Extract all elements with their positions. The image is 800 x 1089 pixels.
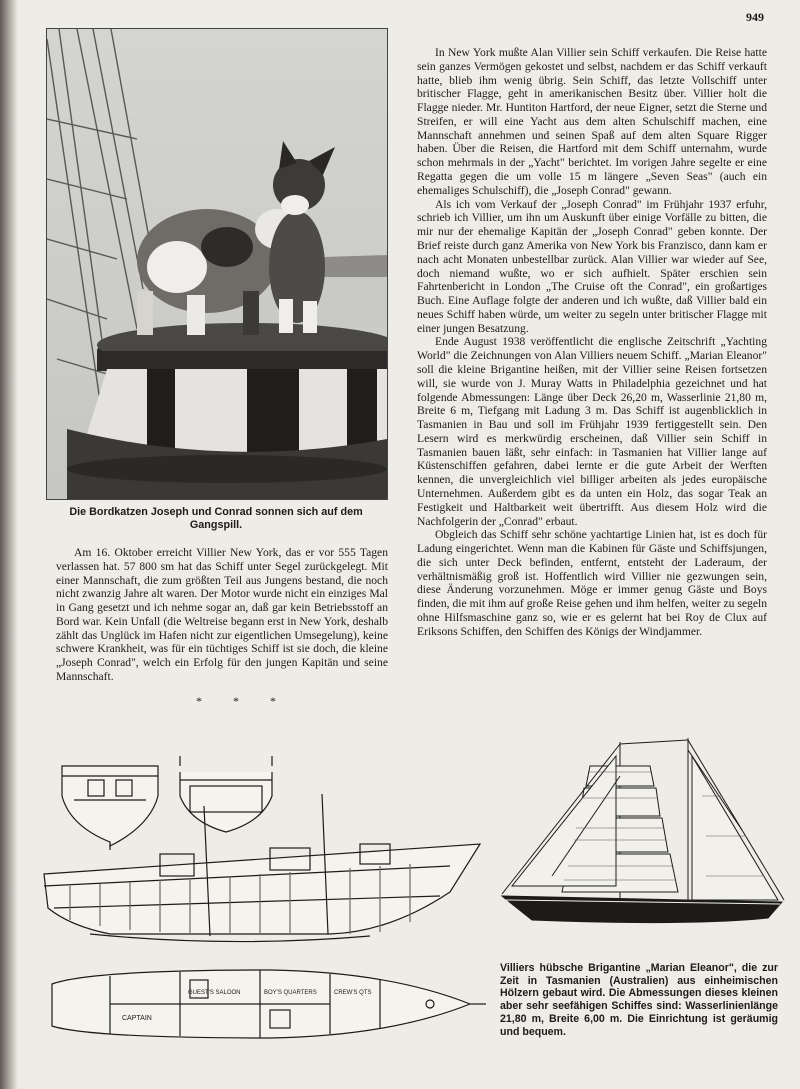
photo-caption: Die Bordkatzen Joseph und Conrad sonnen sich auf dem Gangspill. [69,506,363,531]
left-paragraph: Am 16. Oktober erreicht Villier New York, das er vor 555 Tagen verlassen hat. 57 800 sm hat das Schiff unter Segel zurückgelegt. Mit einer Mannschaft, die zum größten Teil aus Jungens bestand, die noch nicht zwanzig Jahre alt waren. Der Motor wurde nicht ein einziges Mal in Gang gesetzt und ich nehme sogar an, daß gar kein Betriebsstoff an Bord war. Kein Unfall (die Weltreise begann erst in New York, deshalb zählt das Unglück im Hafen nicht zur eigentlichen Umsegelung), keine schwere Krankheit, was für ein tüchtiges Schiff ist sie doch, die kleine „Joseph Conrad", welch ein Erfolg für den jungen Kapitän und seine Mannschaft. [56,546,388,684]
plan-label-crew: CREW'S QTS [334,990,372,996]
plan-label-captain: CAPTAIN [122,1015,152,1022]
brigantine-caption: Villiers hübsche Brigantine „Marian Eleanor", die zur Zeit in Tasmanien (Australien) aus einheimischen Hölzern gebaut wird. Die Abmessungen dieses kleinen aber sehr seefähigen Schiffes sind: Wasserlinienlänge 21,80 m, Breite 6,00 m. Die Einrichtung ist geräumig und bequem. [500,962,778,1038]
section-end-mark: * * * [196,694,290,708]
plan-label-boys: BOY'S QUARTERS [264,990,317,996]
page-number: 949 [746,10,764,24]
cats-photo-illustration [47,29,387,499]
brigantine-drawing [492,736,792,950]
right-paragraph: Ende August 1938 veröffentlicht die englische Zeitschrift „Yachting World" die Zeichnungen von Alan Villiers neuem Schiff. „Marian Eleanor" soll die kleine Brigantine heißen, mit der Villier seine Reisen fortsetzen will, sie wurde von J. Muray Watts in Philadelphia gezeichnet und hat folgende Abmessungen: Länge über Deck 26,20 m, Wasserlinie 21,80 m, Breite 6 m, Tiefgang mit Ladung 3 m. Das Schiff ist augenblicklich in Tasmanien in Bau und soll im Frühjahr 1939 fertiggestellt sein. Den Lesern wird es merkwürdig erscheinen, daß Villier sein Schiff in Tasmanien bauen läßt, sehr einfach: in Tasmanien hat Villier lange auf Küstenschiffen gefahren, dabei lernte er die gute Arbeit der Werften kennen, die unvergleichlich viel billiger arbeiten als jedes europäische Unternehmen. Außerdem gibt es da unten ein Holz, das sogar Teak an Festigkeit und Haltbarkeit weit übertrifft. Aus diesem Holz wird die Nachfolgerin der „Conrad" erbaut. [417,335,767,528]
ship-plans-drawing [30,736,490,1066]
right-column [417,46,767,639]
right-paragraph: Als ich vom Verkauf der „Joseph Conrad" im Frühjahr 1937 erfuhr, schrieb ich Villier, um ihn um Auskunft über einige Vorfälle zu bitten, die mir nur der ehemalige Kapitän der „Joseph Conrad" geben konnte. Der Brief reiste durch ganz Amerika von New York bis Franzisco, dann kam er nach acht Monaten unbestellbar zurück. Alan Villier war wieder auf See, doch niemand wußte, wo er sich aufhielt. Später erschien sein Fahrtenbericht in London „The Cruise oft the Conrad", ein großartiges Buch. Eine Auflage folgte der anderen und ich wußte, daß Villier bald ein neues Schiff haben würde, um weiter zu segeln unter britischer Flagge mit einer jungen Besatzung. [417,197,767,335]
cats-photo [46,28,388,500]
page-binding-edge [0,0,18,1089]
left-column [56,546,388,684]
ship-plans [30,736,490,1066]
plan-label-saloon: GUEST'S SALOON [188,990,241,996]
brigantine-illustration [492,736,792,950]
right-paragraph: Obgleich das Schiff sehr schöne yachtartige Linien hat, ist es doch für Ladung eingerichtet. Wenn man die Kabinen für Gäste und Schiffsjungen, die sich unter Deck befinden, entfernt, entsteht der Laderaum, der verhältnismäßig groß ist. Hoffentlich wird Villier nie gezwungen sein, diese Änderung vorzunehmen. Möge er immer genug Gäste und Boys finden, die mit ihm auf große Reise gehen und ihm helfen, weiter zu segeln ohne Hilfsmaschine ganz so, wie er es gelernt hat bei Roy de Clux auf Eriksons Schiffen, den Schiffen des Königs der Windjammer. [417,528,767,638]
right-paragraph: In New York mußte Alan Villier sein Schiff verkaufen. Die Reise hatte sein ganzes Vermögen gekostet und selbst, nachdem er das Schiff verkauft hatte, blieb ihm wenig übrig. Sein Schiff, das letzte Vollschiff unter britischer Flagge, geht in amerikanischen Besitz über. Villier holt die Flagge nieder. Mr. Huntiton Hartford, der neue Eigner, setzt die Sterne und Streifen, er will eine Yacht aus dem alten Schulschiff machen, eine Mannschaft annehmen und seinen Spaß auf dem alten Square Rigger haben. Über die Reisen, die Hartford mit dem Schiff unternahm, wurde schon mehrmals in der „Yacht" berichtet. Im vorigen Jahre segelte er eine Regatta gegen die um volle 15 m längere „Seven Seas" (auch ein ehemaliges Schulschiff), die „Joseph Conrad" gewann. [417,46,767,197]
